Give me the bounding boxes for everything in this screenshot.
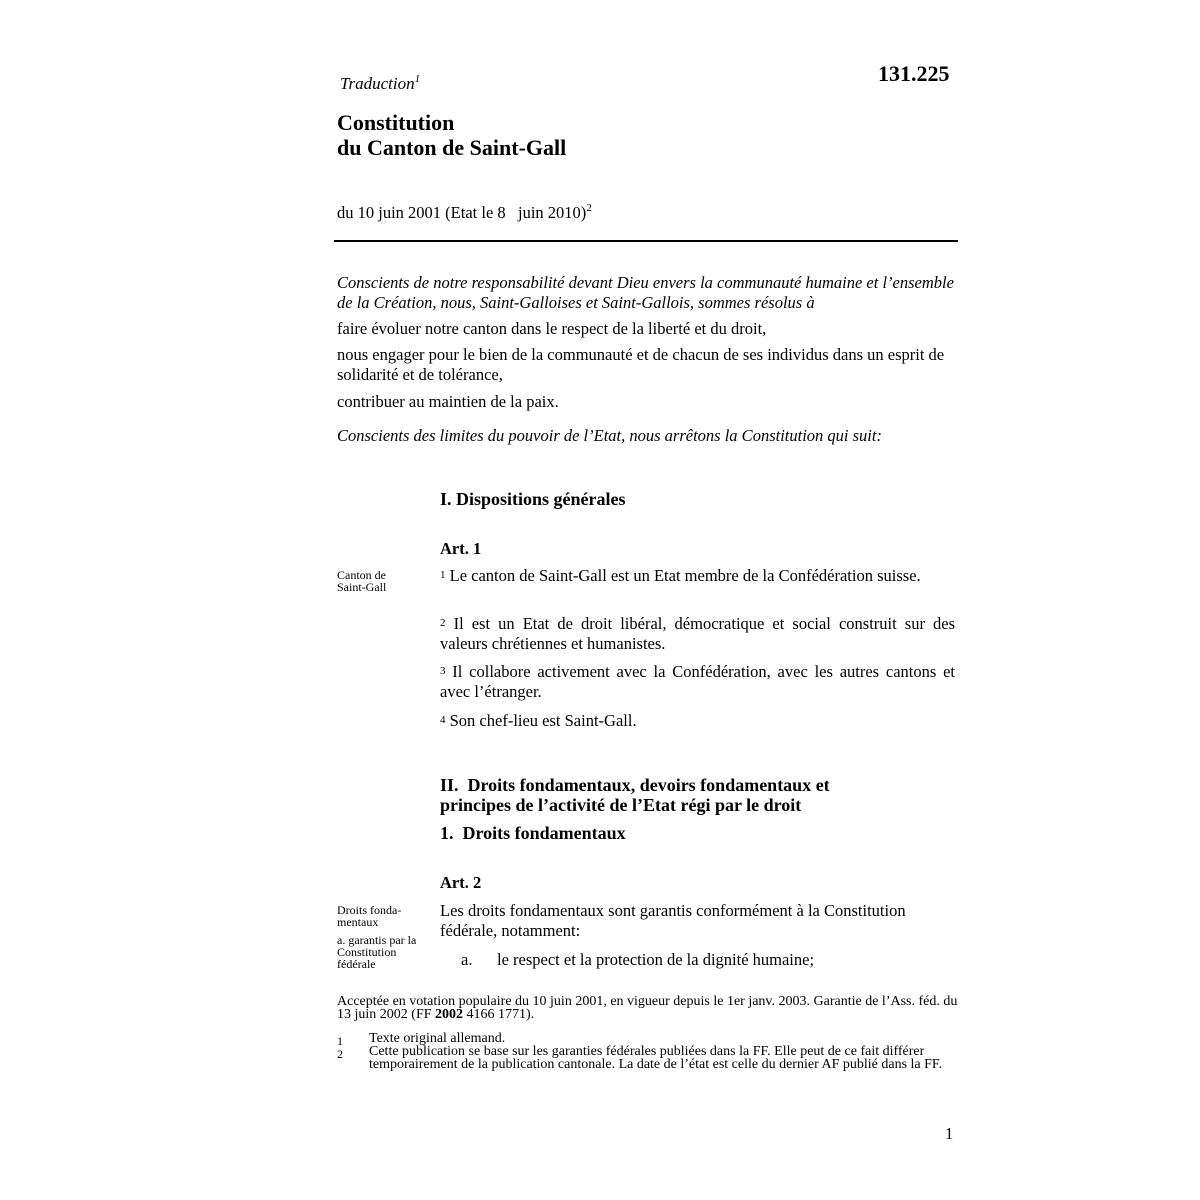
article-2-margin-subnote: [337, 934, 416, 970]
date-text: du 10 juin 2001 (Etat le 8 juin 2010): [337, 203, 587, 222]
footnote-1-text: Texte original allemand.: [369, 1031, 506, 1046]
paragraph-number: 3: [440, 665, 446, 677]
article-1-paragraph-2: [440, 614, 955, 654]
preamble-paragraph-2: faire évoluer notre canton dans le respect de la liberté et du droit,: [337, 319, 767, 338]
article-1-paragraph-4: [440, 711, 955, 731]
article-2-title: Art. 2: [440, 873, 482, 892]
page-number: 1: [945, 1124, 954, 1143]
title-line-2: du Canton de Saint-Gall: [337, 135, 567, 160]
section-heading-2-line-1: II. Droits fondamentaux, devoirs fondamentaux et: [440, 775, 830, 795]
paragraph-text: Le canton de Saint-Gall est un Etat membre de la Confédération suisse.: [449, 566, 921, 585]
article-1-paragraph-1: [440, 566, 955, 586]
footnote-ref-2[interactable]: 2: [586, 202, 592, 214]
list-item-letter: a.: [461, 950, 473, 969]
margin-note-line: Saint-Gall: [337, 580, 387, 594]
footnote-2-text: Cette publication se base sur les garanties fédérales publiées dans la FF. Elle peut de ce fait différer temporairement de la publication cantonale. La date de l’état est celle du dernier AF publié dans la FF.: [369, 1044, 943, 1072]
section-heading-1: I. Dispositions générales: [440, 489, 626, 509]
margin-note-line: Constitution: [337, 945, 397, 959]
margin-note-line: fédérale: [337, 957, 376, 971]
preamble-paragraph-3: nous engager pour le bien de la communauté et de chacun de ses individus dans un esprit de solidarité et de tolérance,: [337, 345, 945, 384]
margin-note-line: Canton de: [337, 568, 386, 582]
footnote-2-number: 2: [337, 1047, 343, 1061]
title-line-1: Constitution: [337, 110, 455, 135]
section-heading-2-line-2: principes de l’activité de l’Etat régi par le droit: [440, 795, 802, 815]
article-1-title: Art. 1: [440, 539, 482, 558]
preamble-paragraph-5: Conscients des limites du pouvoir de l’Etat, nous arrêtons la Constitution qui suit:: [337, 426, 882, 445]
footnote-ref-1[interactable]: 1: [414, 73, 421, 85]
document-number: 131.225: [878, 61, 950, 86]
margin-note-line: a. garantis par la: [337, 933, 417, 947]
translation-label: [340, 74, 420, 94]
margin-note-line: mentaux: [337, 915, 379, 929]
acceptance-note: [337, 995, 959, 1021]
paragraph-number: 4: [440, 714, 446, 726]
paragraph-text: Il collabore activement avec la Confédération, avec les autres cantons et avec l’étranger.: [440, 662, 955, 701]
translation-label-text: Traduction: [340, 74, 415, 93]
list-item-text: le respect et la protection de la dignité humaine;: [497, 950, 815, 969]
preamble-paragraph-4: contribuer au maintien de la paix.: [337, 392, 559, 411]
article-2-margin-note: [337, 904, 401, 928]
subsection-heading-1: 1. Droits fondamentaux: [440, 823, 626, 843]
acceptance-text-end: 4166 1771).: [463, 1007, 535, 1022]
paragraph-number: 2: [440, 617, 446, 629]
paragraph-text: Il est un Etat de droit libéral, démocratique et social construit sur des valeurs chrétiennes et humanistes.: [440, 614, 956, 653]
paragraph-text: Son chef-lieu est Saint-Gall.: [449, 711, 637, 730]
article-2-intro: Les droits fondamentaux sont garantis conformément à la Constitution fédérale, notamment:: [440, 901, 906, 940]
article-1-paragraph-3: [440, 662, 955, 702]
paragraph-number: 1: [440, 569, 446, 581]
date-line: [337, 203, 592, 223]
acceptance-year: 2002: [435, 1007, 464, 1022]
document-title: [337, 110, 566, 160]
preamble-paragraph-1: Conscients de notre responsabilité devant Dieu envers la communauté humaine et l’ensemble de la Création, nous, Saint-Galloises et Saint-Gallois, sommes résolus à: [337, 273, 954, 312]
header-divider: [334, 240, 958, 242]
footnote-1-number: 1: [337, 1034, 343, 1048]
section-heading-2: [440, 775, 830, 815]
margin-note-line: Droits fonda-: [337, 903, 402, 917]
article-1-margin-note: [337, 569, 386, 593]
acceptance-text: Acceptée en votation populaire du 10 juin 2001, en vigueur depuis le 1er janv. 2003. Garantie de l’Ass. féd. du 13 juin 2002 (FF: [337, 994, 958, 1022]
